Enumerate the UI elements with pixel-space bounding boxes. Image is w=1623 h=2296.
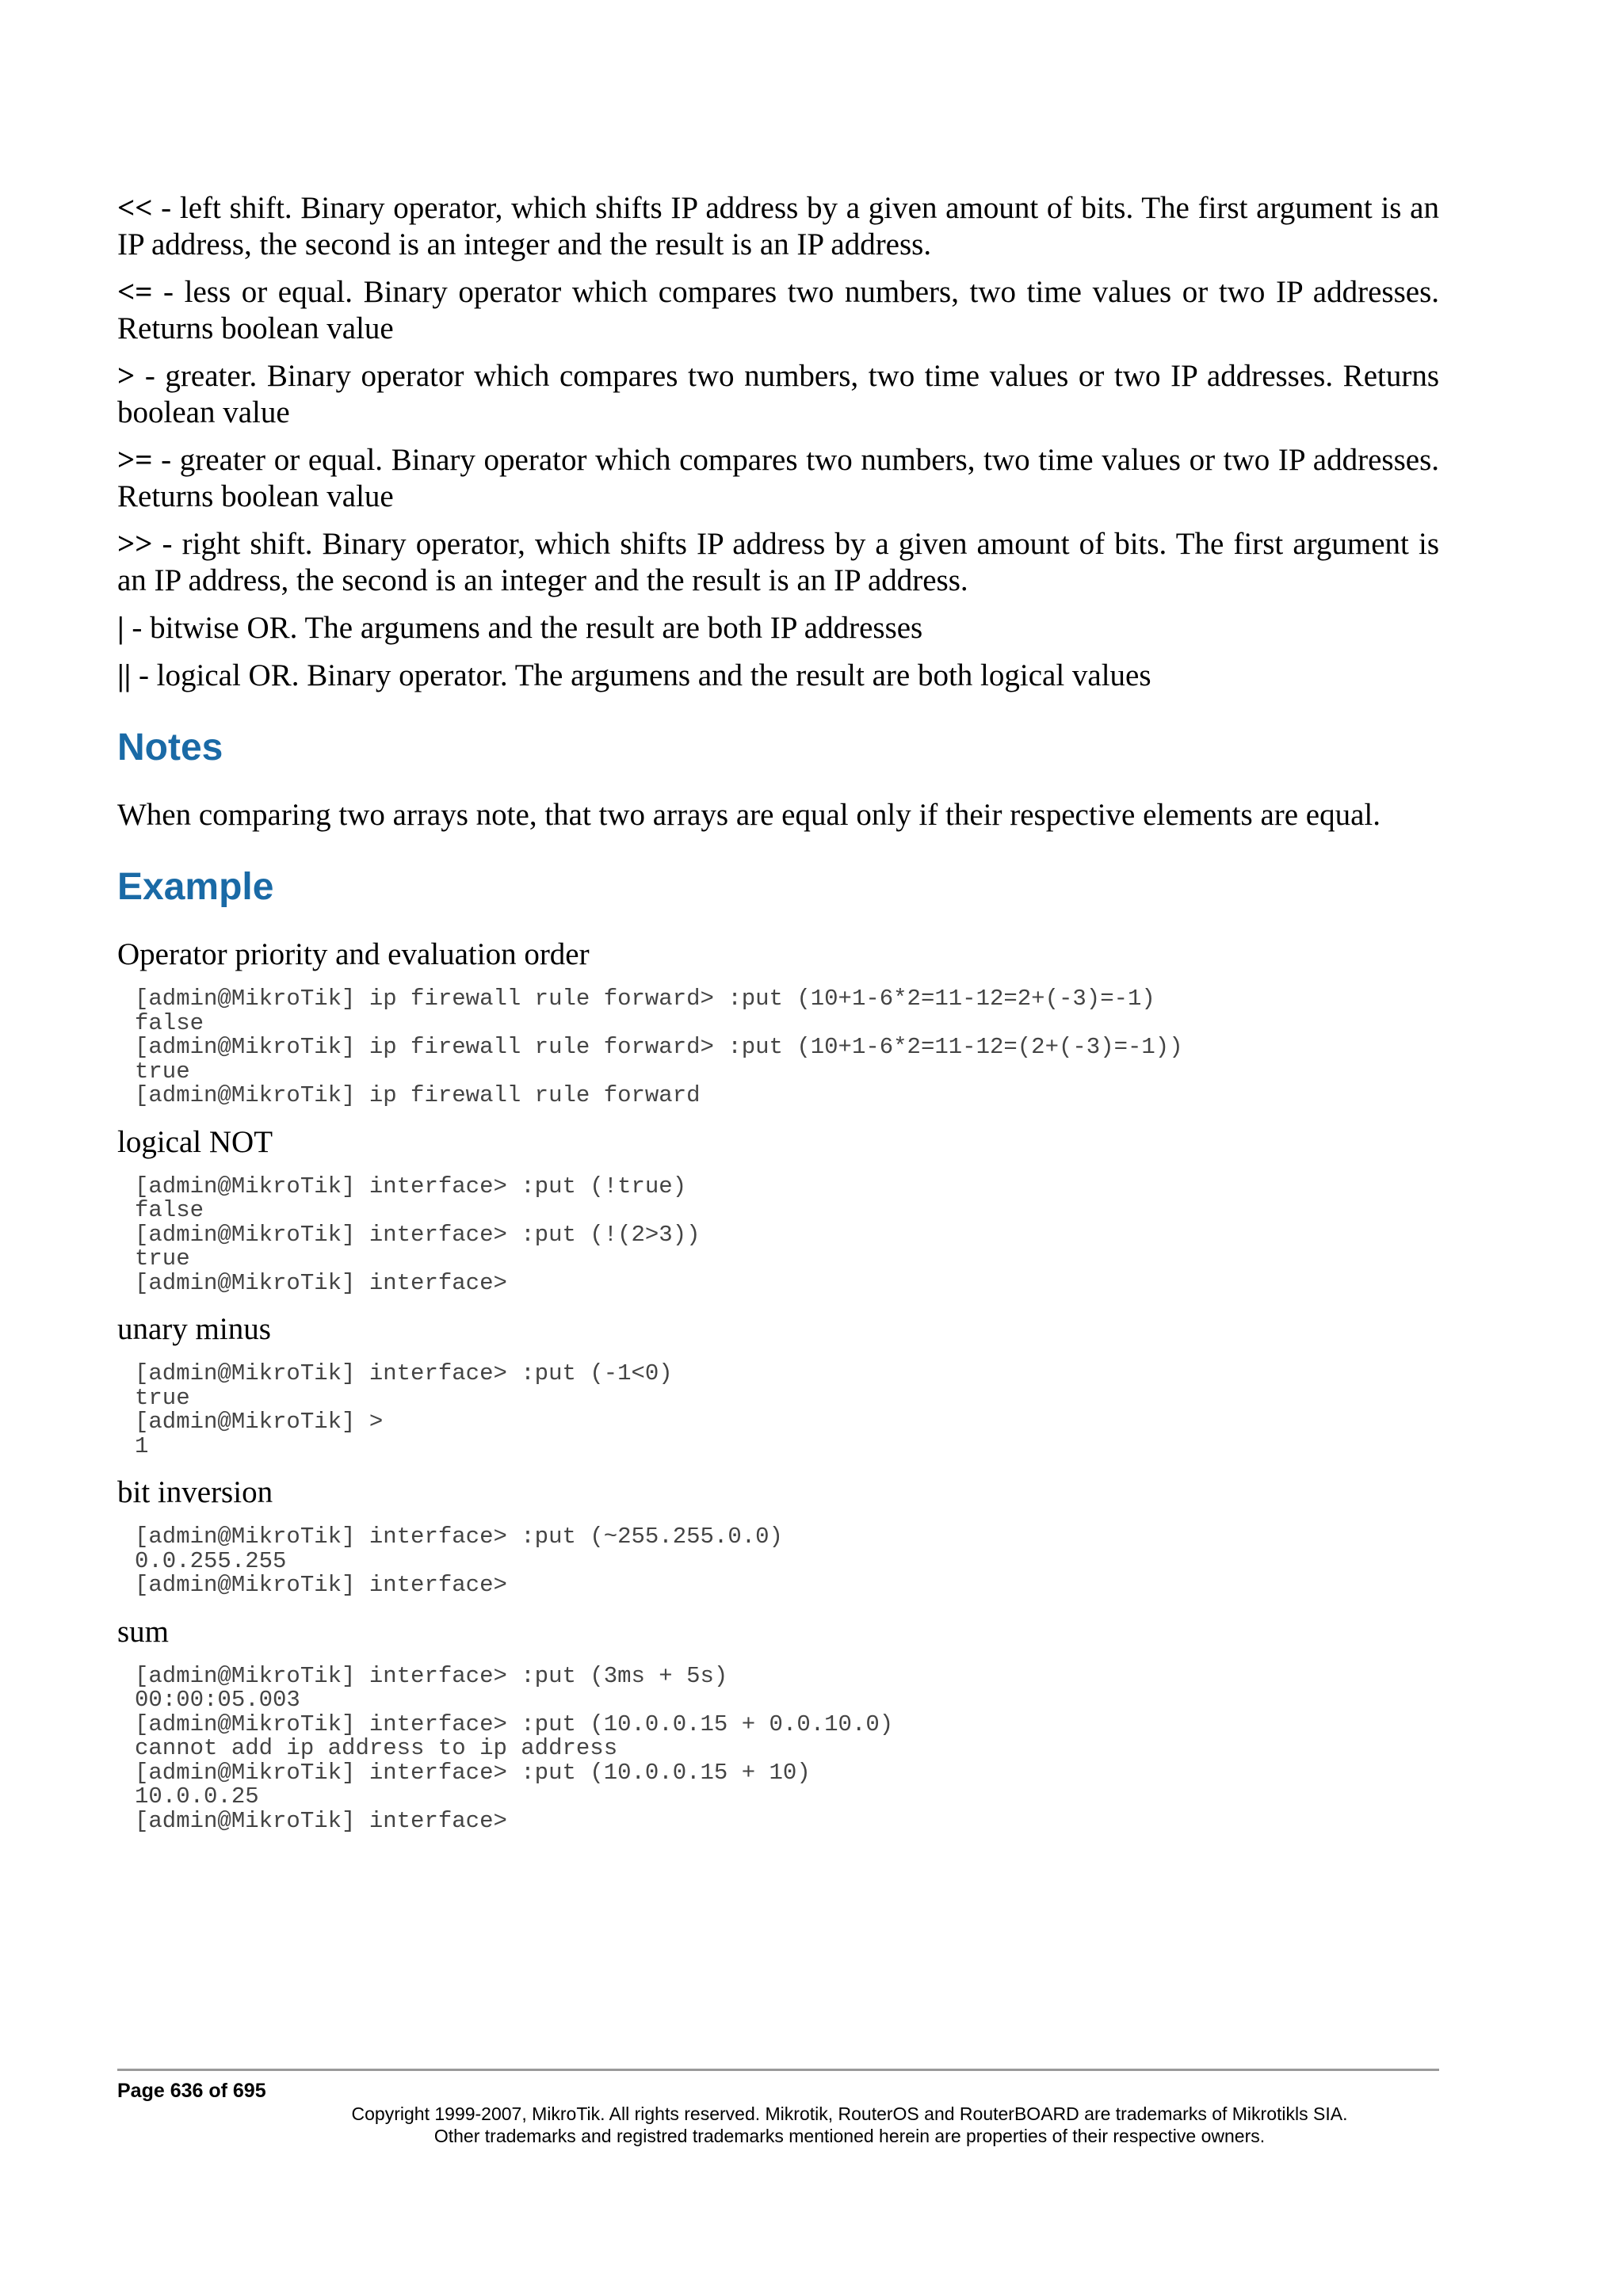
operator-description: - less or equal. Binary operator which compares two numbers, two time values or two IP addresses. Returns boolean value xyxy=(117,275,1439,345)
copyright-line-1: Copyright 1999-2007, MikroTik. All rights reserved. Mikrotik, RouterOS and RouterBOARD are trademarks of Mikrotikls SIA. xyxy=(351,2103,1348,2124)
example-caption-unary-minus: unary minus xyxy=(117,1312,271,1346)
copyright-line-2: Other trademarks and registred trademarks mentioned herein are properties of their respective owners. xyxy=(433,2126,1266,2146)
example-caption-sum: sum xyxy=(117,1614,170,1649)
operator-right-shift xyxy=(117,526,1439,599)
code-block-bit-inversion: [admin@MikroTik] interface> :put (~255.255.0.0) 0.0.255.255 [admin@MikroTik] interface> xyxy=(135,1524,783,1598)
operator-symbol: << xyxy=(117,191,153,225)
operator-description: - greater. Binary operator which compares two numbers, two time values or two IP addresses. Returns boolean value xyxy=(117,359,1439,429)
operator-symbol: > xyxy=(117,359,136,393)
code-block-logical-not: [admin@MikroTik] interface> :put (!true) false [admin@MikroTik] interface> :put (!(2>3)) true [admin@MikroTik] interface> xyxy=(135,1173,701,1296)
operator-bitwise-or xyxy=(117,610,1439,646)
operator-left-shift xyxy=(117,190,1439,263)
document-page xyxy=(117,190,1439,1849)
operator-description: - bitwise OR. The argumens and the result are both IP addresses xyxy=(124,611,923,645)
operator-description: - right shift. Binary operator, which shifts IP address by a given amount of bits. The first argument is an IP address, the second is an integer and the result is an IP address. xyxy=(117,527,1439,597)
operator-less-or-equal xyxy=(117,274,1439,347)
operator-symbol: >> xyxy=(117,527,153,561)
page-footer xyxy=(117,2069,1439,2147)
example-heading: Example xyxy=(117,866,274,908)
operator-symbol: <= xyxy=(117,275,153,309)
operator-description: - logical OR. Binary operator. The argumens and the result are both logical values xyxy=(131,658,1151,692)
operator-description: - left shift. Binary operator, which shifts IP address by a given amount of bits. The first argument is an IP address, the second is an integer and the result is an IP address. xyxy=(117,191,1439,261)
example-caption-logical-not: logical NOT xyxy=(117,1124,273,1159)
operator-logical-or xyxy=(117,658,1439,694)
notes-text: When comparing two arrays note, that two arrays are equal only if their respective elements are equal. xyxy=(117,798,1381,832)
example-caption-priority: Operator priority and evaluation order xyxy=(117,937,590,971)
operator-symbol: | xyxy=(117,611,124,645)
code-block-sum: [admin@MikroTik] interface> :put (3ms + 5s) 00:00:05.003 [admin@MikroTik] interface> :put (10.0.0.15 + 0.0.10.0) cannot add ip address to ip address [admin@MikroTik] interface> :put (10.0.0.15 + 10) 10.0.0.25 [admin@MikroTik] interface> xyxy=(135,1662,894,1834)
code-block-unary-minus: [admin@MikroTik] interface> :put (-1<0) true [admin@MikroTik] > 1 xyxy=(135,1360,673,1459)
notes-heading: Notes xyxy=(117,727,223,769)
footer-divider xyxy=(117,2069,1439,2071)
operator-symbol: || xyxy=(117,658,132,692)
operator-greater-or-equal xyxy=(117,442,1439,515)
code-block-priority: [admin@MikroTik] ip firewall rule forward> :put (10+1-6*2=11-12=2+(-3)=-1) false [admin@MikroTik] ip firewall rule forward> :put (10+1-6*2=11-12=(2+(-3)=-1)) true [admin@MikroTik] ip firewall rule forward xyxy=(135,986,1183,1108)
example-caption-bit-inversion: bit inversion xyxy=(117,1475,273,1509)
operator-symbol: >= xyxy=(117,443,153,477)
operator-greater xyxy=(117,358,1439,431)
operator-description: - greater or equal. Binary operator which compares two numbers, two time values or two IP addresses. Returns boolean value xyxy=(117,443,1439,513)
page-number: Page 636 of 695 xyxy=(117,2080,266,2102)
